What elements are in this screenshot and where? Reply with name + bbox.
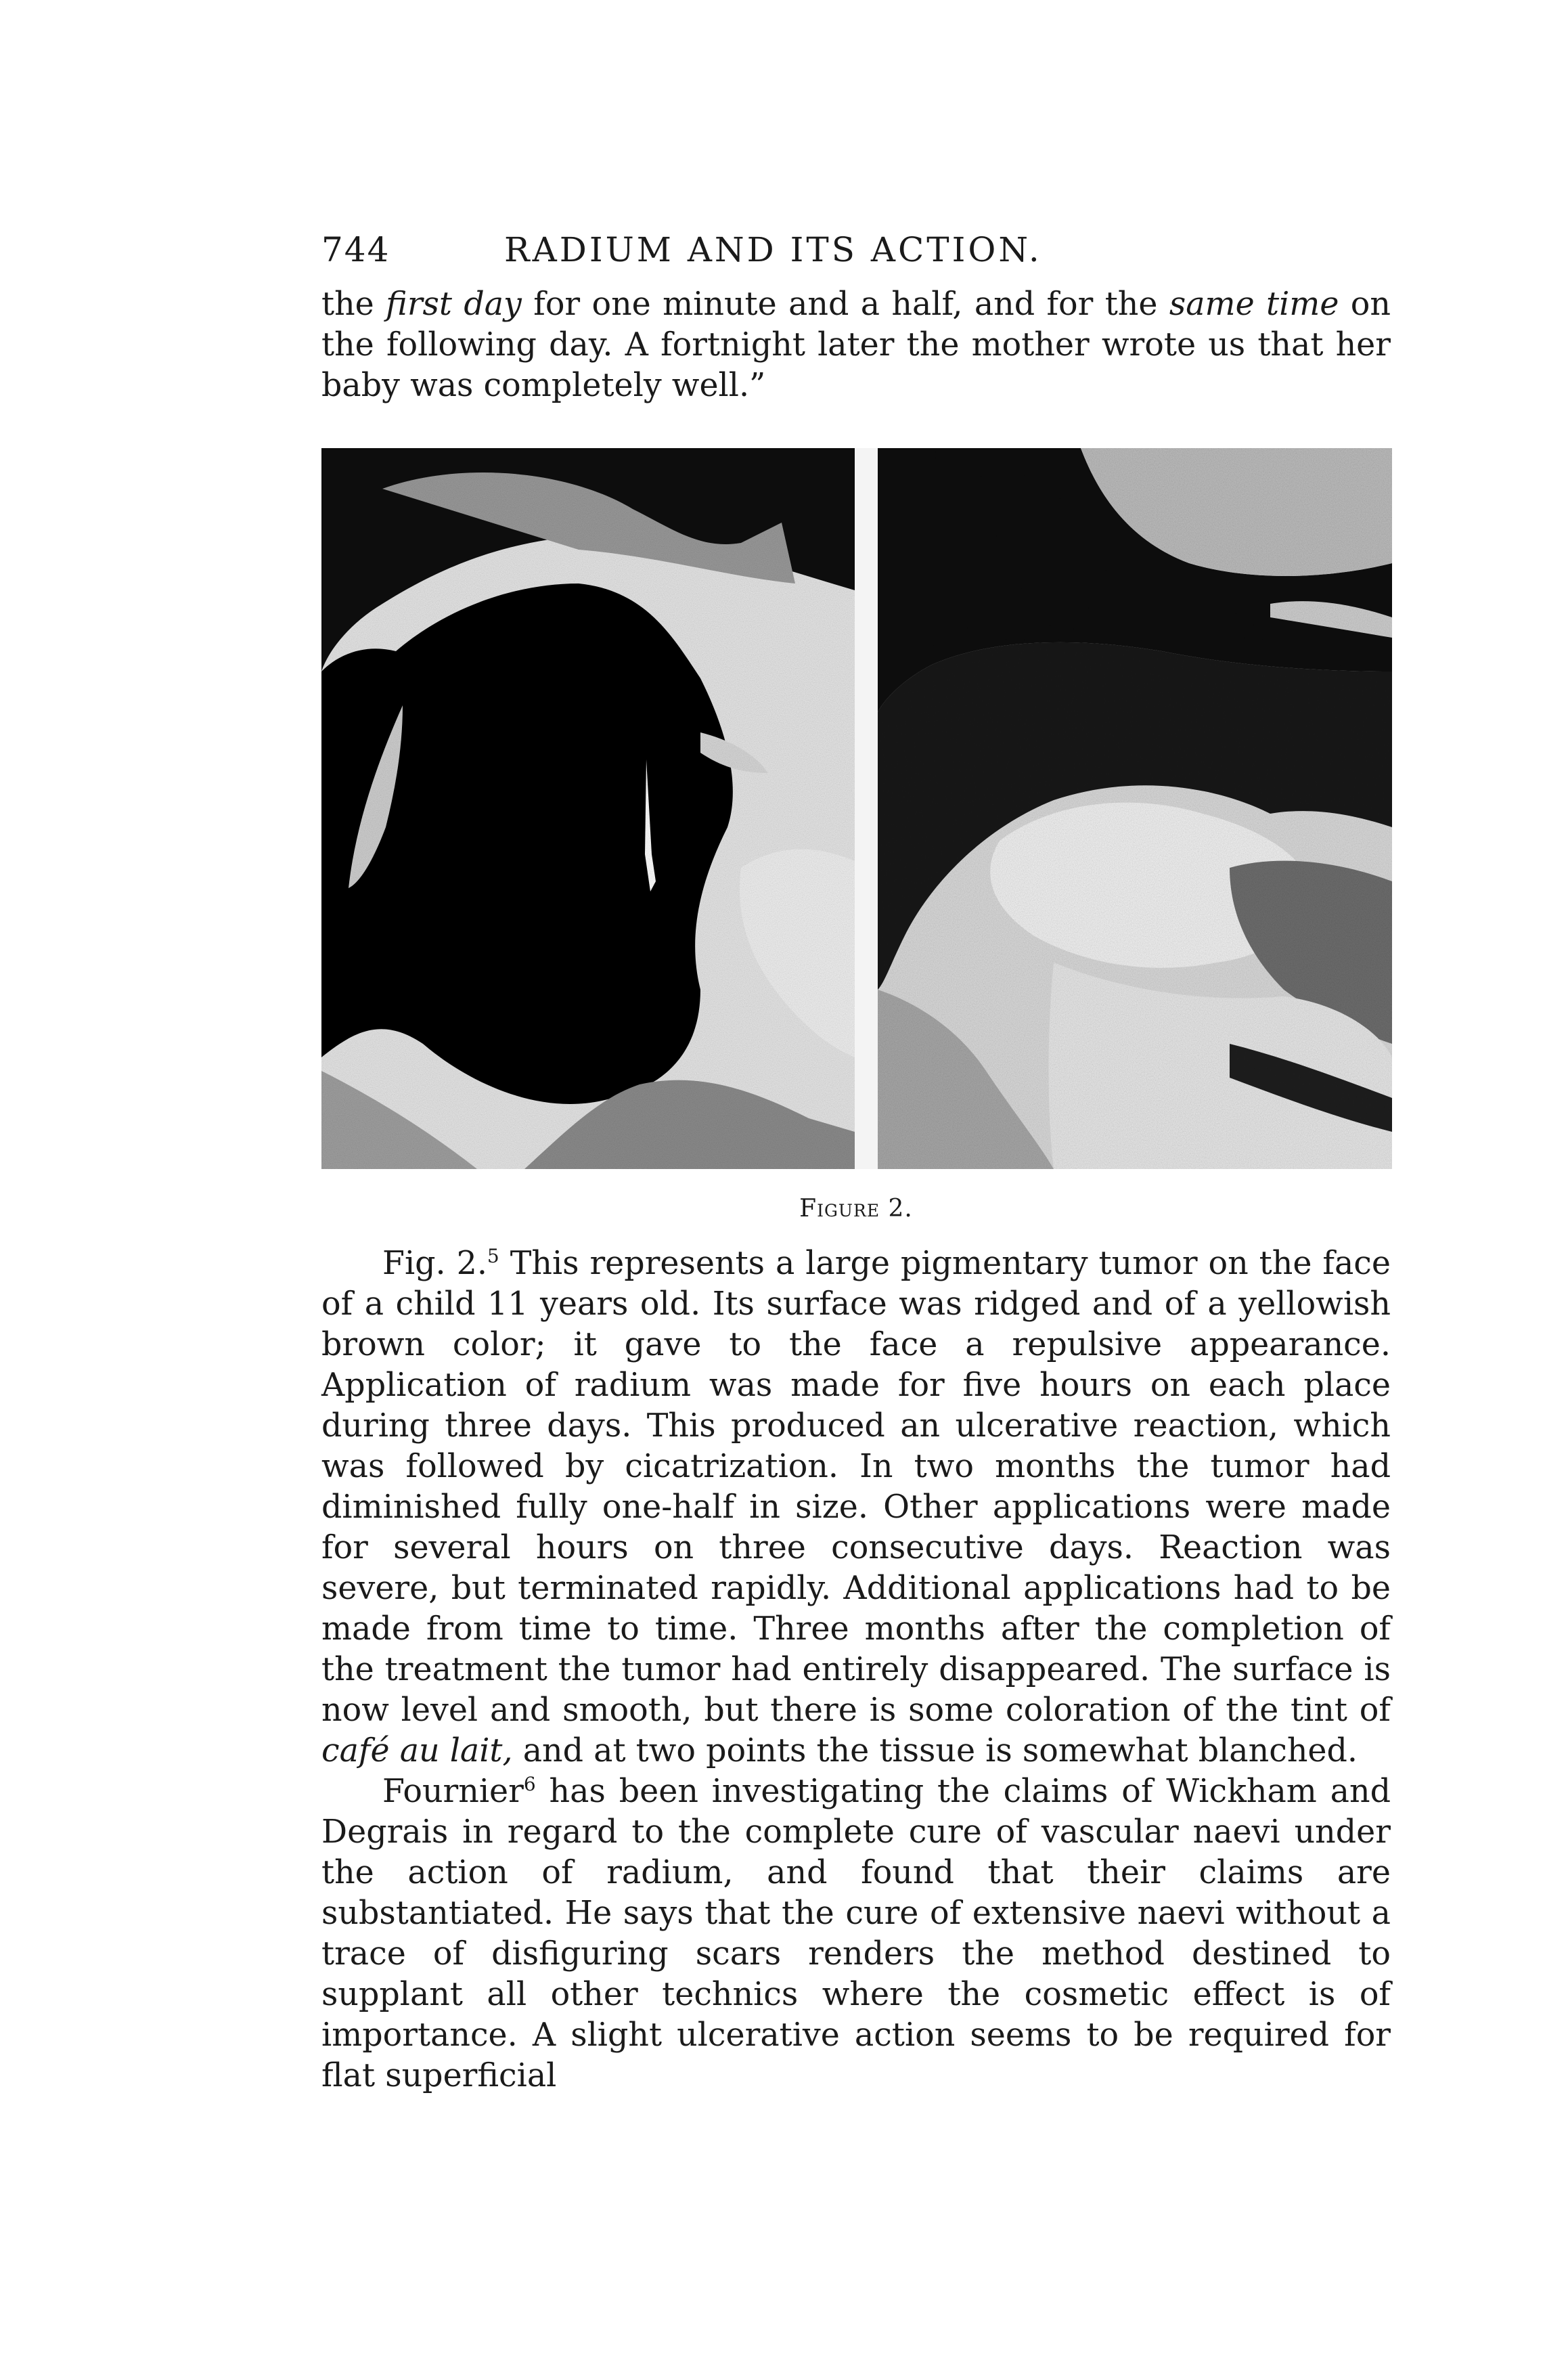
- footnote-ref: 6: [523, 1773, 536, 1796]
- photo-before-treatment: [321, 448, 855, 1169]
- footnote-ref: 5: [487, 1245, 499, 1268]
- page-number: 744: [321, 230, 390, 269]
- text-run: Fournier: [382, 1773, 524, 1810]
- text-run: the: [321, 286, 386, 323]
- italic-run: same time: [1169, 286, 1339, 323]
- fig2-description-paragraph: [321, 1243, 1391, 1771]
- fournier-paragraph: [321, 1771, 1391, 2096]
- text-run: for one minute and a half, and for the: [521, 286, 1169, 323]
- running-title: RADIUM AND ITS ACTION.: [504, 230, 1042, 269]
- figure-caption-text: Figure 2.: [799, 1195, 913, 1223]
- photo-after-treatment: [878, 448, 1392, 1169]
- text-run: and at two points the tissue is somewhat blanched.: [512, 1732, 1358, 1769]
- figure-divider: [855, 448, 878, 1169]
- opening-paragraph: [321, 284, 1391, 406]
- text-run: on the following day. A fortnight later the mother wrote us that her baby was completely well.”: [321, 286, 1391, 404]
- book-page: [321, 230, 1391, 2096]
- italic-run: café au lait,: [321, 1732, 513, 1769]
- figure-2: [321, 448, 1392, 1169]
- figure-caption: [321, 1195, 1391, 1243]
- running-head: [321, 230, 1391, 284]
- text-run: has been investigating the claims of Wickham and Degrais in regard to the complete cure of vascular naevi under the action of radium, and found that their claims are substantiated. He says that the cure of extensive naevi without a trace of disfiguring scars renders the method destined to supplant all other technics where the cosmetic effect is of importance. A slight ulcerative action seems to be required for flat superficial: [321, 1773, 1391, 2094]
- text-run: This represents a large pigmentary tumor on the face of a child 11 years old. Its surface was ridged and of a yellowish brown color; it gave to the face a repulsive appearance. Application of radium was made for five hours on each place during three days. This produced an ulcerative reaction, which was followed by cicatrization. In two months the tumor had diminished fully one-half in size. Other applications were made for several hours on three consecutive days. Reaction was severe, but terminated rapidly. Additional applications had to be made from time to time. Three months after the completion of the treatment the tumor had entirely disappeared. The surface is now level and smooth, but there is some coloration of the tint of: [321, 1245, 1391, 1729]
- italic-run: first day: [386, 286, 522, 323]
- text-run: Fig. 2.: [382, 1245, 487, 1282]
